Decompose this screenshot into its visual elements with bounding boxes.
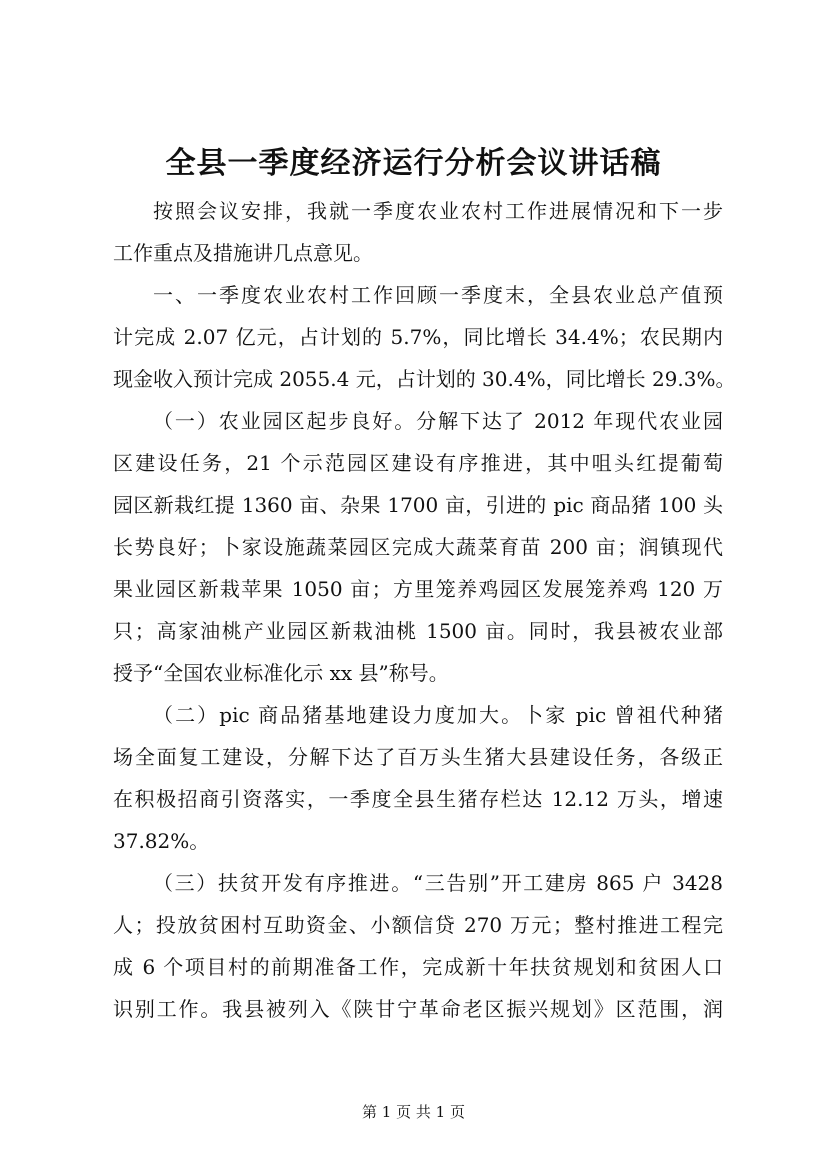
paragraph-line: 在积极招商引资落实，一季度全县生猪存栏达 12.12 万头，增速 [113, 787, 723, 811]
paragraph-line: （三）扶贫开发有序推进。“三告别”开工建房 865 户 3428 [153, 871, 723, 895]
paragraph-line: 授予“全国农业标准化示 xx 县”称号。 [113, 661, 449, 685]
paragraph-line: 人；投放贫困村互助资金、小额信贷 270 万元；整村推进工程完 [113, 913, 723, 937]
paragraph-line: （二）pic 商品猪基地建设力度加大。卜家 pic 曾祖代种猪 [153, 703, 723, 727]
document-title: 全县一季度经济运行分析会议讲话稿 [165, 146, 662, 181]
paragraph-line: 工作重点及措施讲几点意见。 [113, 241, 373, 265]
paragraph-line: 计完成 2.07 亿元，占计划的 5.7%，同比增长 34.4%；农民期内 [113, 325, 723, 349]
paragraph-line: 园区新栽红提 1360 亩、杂果 1700 亩，引进的 pic 商品猪 100 头 [113, 493, 723, 517]
paragraph-line: 长势良好；卜家设施蔬菜园区完成大蔬菜育苗 200 亩；润镇现代 [113, 535, 723, 559]
paragraph-line: 区建设任务，21 个示范园区建设有序推进，其中咀头红提葡萄 [113, 451, 723, 475]
document-body [113, 190, 736, 1030]
paragraph-line: 果业园区新栽苹果 1050 亩；方里笼养鸡园区发展笼养鸡 120 万 [113, 577, 723, 601]
paragraph-line: 现金收入预计完成 2055.4 元，占计划的 30.4%，同比增长 29.3%。 [113, 367, 736, 391]
paragraph-line: 成 6 个项目村的前期准备工作，完成新十年扶贫规划和贫困人口 [113, 955, 723, 979]
paragraph-line: 37.82%。 [113, 829, 210, 853]
paragraph-line: （一）农业园区起步良好。分解下达了 2012 年现代农业园 [153, 409, 723, 433]
paragraph-line: 识别工作。我县被列入《陕甘宁革命老区振兴规划》区范围，润 [113, 997, 723, 1021]
paragraph-line: 只；高家油桃产业园区新栽油桃 1500 亩。同时，我县被农业部 [113, 619, 723, 643]
page-footer: 第 1 页 共 1 页 [362, 1103, 465, 1121]
paragraph-line: 按照会议安排，我就一季度农业农村工作进展情况和下一步 [153, 199, 723, 223]
paragraph-line: 一、一季度农业农村工作回顾一季度末，全县农业总产值预 [153, 283, 723, 307]
paragraph-line: 场全面复工建设，分解下达了百万头生猪大县建设任务，各级正 [113, 745, 723, 769]
